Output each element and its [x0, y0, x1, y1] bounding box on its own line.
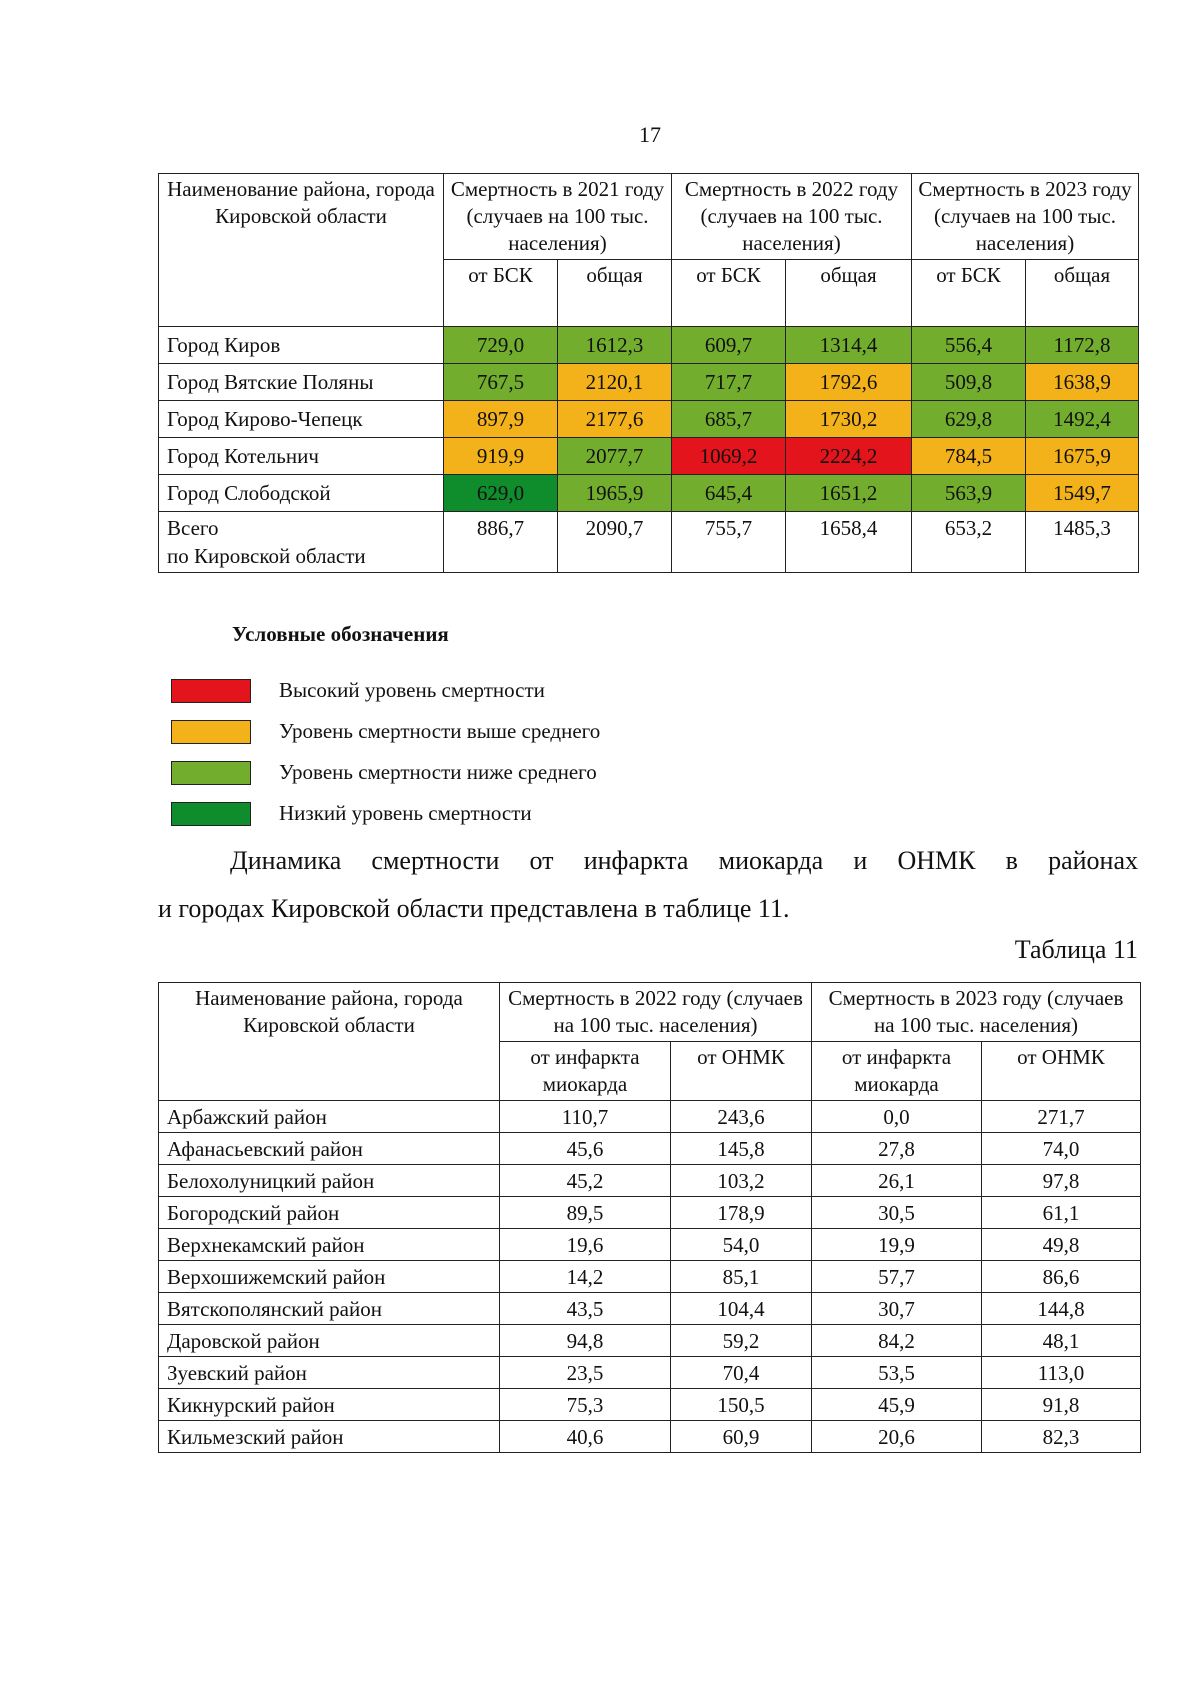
region-name: Афанасьевский район	[159, 1133, 500, 1165]
value-cell: 70,4	[671, 1357, 812, 1389]
subheader-total: общая	[558, 260, 672, 327]
value-cell: 104,4	[671, 1293, 812, 1325]
value-cell: 1730,2	[786, 401, 912, 438]
legend-item	[171, 793, 600, 834]
legend-label: Уровень смертности выше среднего	[279, 719, 601, 743]
value-cell: 48,1	[982, 1325, 1141, 1357]
region-name: Арбажский район	[159, 1101, 500, 1133]
value-cell: 1492,4	[1026, 401, 1139, 438]
value-cell: 75,3	[500, 1389, 671, 1421]
region-name: Зуевский район	[159, 1357, 500, 1389]
value-cell: 84,2	[812, 1325, 982, 1357]
table-row	[159, 1133, 1141, 1165]
value-cell: 103,2	[671, 1165, 812, 1197]
value-cell: 91,8	[982, 1389, 1141, 1421]
legend-item	[171, 711, 600, 752]
value-cell: 629,8	[912, 401, 1026, 438]
value-cell: 27,8	[812, 1133, 982, 1165]
subheader-stroke: от ОНМК	[671, 1042, 812, 1101]
total-label	[159, 512, 444, 573]
header-region-name: Наименование района, города Кировской области	[159, 983, 500, 1101]
value-cell: 30,5	[812, 1197, 982, 1229]
subheader-total: общая	[1026, 260, 1139, 327]
header-year-2023: Смертность в 2023 году (случаев на 100 тыс. населения)	[812, 983, 1141, 1042]
value-cell: 19,9	[812, 1229, 982, 1261]
value-cell: 1314,4	[786, 327, 912, 364]
subheader-bsk: от БСК	[912, 260, 1026, 327]
value-cell: 19,6	[500, 1229, 671, 1261]
region-name: Даровской район	[159, 1325, 500, 1357]
table-row	[159, 1229, 1141, 1261]
value-cell: 82,3	[982, 1421, 1141, 1453]
value-cell: 26,1	[812, 1165, 982, 1197]
value-cell: 1172,8	[1026, 327, 1139, 364]
header-year-2022: Смертность в 2022 году (случаев на 100 тыс. населения)	[500, 983, 812, 1042]
value-cell: 629,0	[444, 475, 558, 512]
table-row	[159, 1101, 1141, 1133]
value-cell: 97,8	[982, 1165, 1141, 1197]
legend-swatch	[171, 802, 251, 826]
region-name: Город Киров	[159, 327, 444, 364]
legend-item	[171, 752, 600, 793]
legend	[171, 670, 600, 834]
value-cell: 23,5	[500, 1357, 671, 1389]
value-cell: 2120,1	[558, 364, 672, 401]
mortality-table	[158, 173, 1139, 573]
total-cell: 1658,4	[786, 512, 912, 573]
subheader-infarction: от инфаркта миокарда	[812, 1042, 982, 1101]
value-cell: 556,4	[912, 327, 1026, 364]
value-cell: 43,5	[500, 1293, 671, 1325]
legend-item	[171, 670, 600, 711]
table-row	[159, 1389, 1141, 1421]
table-row	[159, 1293, 1141, 1325]
region-name: Вятскополянский район	[159, 1293, 500, 1325]
value-cell: 2077,7	[558, 438, 672, 475]
legend-label: Низкий уровень смертности	[279, 801, 532, 825]
value-cell: 243,6	[671, 1101, 812, 1133]
region-name: Белохолуницкий район	[159, 1165, 500, 1197]
table-row	[159, 1421, 1141, 1453]
value-cell: 1638,9	[1026, 364, 1139, 401]
value-cell: 40,6	[500, 1421, 671, 1453]
body-paragraph	[158, 837, 1138, 933]
header-year-2023: Смертность в 2023 году (случаев на 100 тыс. населения)	[912, 174, 1139, 260]
region-name: Город Кирово-Чепецк	[159, 401, 444, 438]
value-cell: 53,5	[812, 1357, 982, 1389]
table-caption: Таблица 11	[1014, 935, 1138, 964]
value-cell: 30,7	[812, 1293, 982, 1325]
value-cell: 2177,6	[558, 401, 672, 438]
table-row-total	[159, 512, 1139, 573]
value-cell: 609,7	[672, 327, 786, 364]
value-cell: 49,8	[982, 1229, 1141, 1261]
value-cell: 45,2	[500, 1165, 671, 1197]
region-name: Кикнурский район	[159, 1389, 500, 1421]
table-row	[159, 1197, 1141, 1229]
page-number: 17	[639, 122, 661, 147]
subheader-bsk: от БСК	[444, 260, 558, 327]
value-cell: 784,5	[912, 438, 1026, 475]
region-name: Город Слободской	[159, 475, 444, 512]
value-cell: 1612,3	[558, 327, 672, 364]
table-row	[159, 1325, 1141, 1357]
region-name: Верхошижемский район	[159, 1261, 500, 1293]
region-name: Город Котельнич	[159, 438, 444, 475]
value-cell: 178,9	[671, 1197, 812, 1229]
value-cell: 110,7	[500, 1101, 671, 1133]
value-cell: 685,7	[672, 401, 786, 438]
value-cell: 59,2	[671, 1325, 812, 1357]
value-cell: 0,0	[812, 1101, 982, 1133]
value-cell: 919,9	[444, 438, 558, 475]
value-cell: 563,9	[912, 475, 1026, 512]
value-cell: 145,8	[671, 1133, 812, 1165]
total-cell: 653,2	[912, 512, 1026, 573]
value-cell: 54,0	[671, 1229, 812, 1261]
total-cell: 755,7	[672, 512, 786, 573]
paragraph-line-2: и городах Кировской области представлена в таблице 11.	[158, 894, 790, 923]
header-year-2021: Смертность в 2021 году (случаев на 100 тыс. населения)	[444, 174, 672, 260]
value-cell: 86,6	[982, 1261, 1141, 1293]
table-row	[159, 1261, 1141, 1293]
value-cell: 20,6	[812, 1421, 982, 1453]
header-year-2022: Смертность в 2022 году (случаев на 100 тыс. населения)	[672, 174, 912, 260]
value-cell: 897,9	[444, 401, 558, 438]
value-cell: 767,5	[444, 364, 558, 401]
value-cell: 1965,9	[558, 475, 672, 512]
value-cell: 61,1	[982, 1197, 1141, 1229]
value-cell: 74,0	[982, 1133, 1141, 1165]
value-cell: 1675,9	[1026, 438, 1139, 475]
value-cell: 1792,6	[786, 364, 912, 401]
value-cell: 45,6	[500, 1133, 671, 1165]
subheader-total: общая	[786, 260, 912, 327]
value-cell: 271,7	[982, 1101, 1141, 1133]
table-row	[159, 401, 1139, 438]
value-cell: 113,0	[982, 1357, 1141, 1389]
legend-swatch	[171, 720, 251, 744]
legend-title: Условные обозначения	[232, 622, 449, 646]
value-cell: 57,7	[812, 1261, 982, 1293]
value-cell: 14,2	[500, 1261, 671, 1293]
legend-label: Высокий уровень смертности	[279, 678, 545, 702]
table-row	[159, 1357, 1141, 1389]
region-name: Город Вятские Поляны	[159, 364, 444, 401]
subheader-stroke: от ОНМК	[982, 1042, 1141, 1101]
value-cell: 94,8	[500, 1325, 671, 1357]
value-cell: 144,8	[982, 1293, 1141, 1325]
total-cell: 1485,3	[1026, 512, 1139, 573]
region-name: Верхнекамский район	[159, 1229, 500, 1261]
paragraph-line-1: Динамика смертности от инфаркта миокарда и ОНМК в районах	[230, 846, 1138, 875]
total-cell: 886,7	[444, 512, 558, 573]
region-name: Кильмезский район	[159, 1421, 500, 1453]
table-row	[159, 475, 1139, 512]
table-row	[159, 364, 1139, 401]
value-cell: 2224,2	[786, 438, 912, 475]
value-cell: 509,8	[912, 364, 1026, 401]
value-cell: 60,9	[671, 1421, 812, 1453]
value-cell: 150,5	[671, 1389, 812, 1421]
total-label-line1: Всего	[167, 516, 219, 540]
table-row	[159, 327, 1139, 364]
legend-label: Уровень смертности ниже среднего	[279, 760, 597, 784]
value-cell: 1549,7	[1026, 475, 1139, 512]
value-cell: 45,9	[812, 1389, 982, 1421]
table-row	[159, 1165, 1141, 1197]
total-cell: 2090,7	[558, 512, 672, 573]
subheader-infarction: от инфаркта миокарда	[500, 1042, 671, 1101]
total-label-line2: по Кировской области	[167, 544, 366, 568]
value-cell: 85,1	[671, 1261, 812, 1293]
value-cell: 89,5	[500, 1197, 671, 1229]
value-cell: 645,4	[672, 475, 786, 512]
value-cell: 1069,2	[672, 438, 786, 475]
value-cell: 1651,2	[786, 475, 912, 512]
table-row	[159, 438, 1139, 475]
value-cell: 729,0	[444, 327, 558, 364]
header-region-name: Наименование района, города Кировской области	[159, 174, 444, 327]
infarction-stroke-table	[158, 982, 1141, 1453]
region-name: Богородский район	[159, 1197, 500, 1229]
legend-swatch	[171, 679, 251, 703]
subheader-bsk: от БСК	[672, 260, 786, 327]
value-cell: 717,7	[672, 364, 786, 401]
legend-swatch	[171, 761, 251, 785]
